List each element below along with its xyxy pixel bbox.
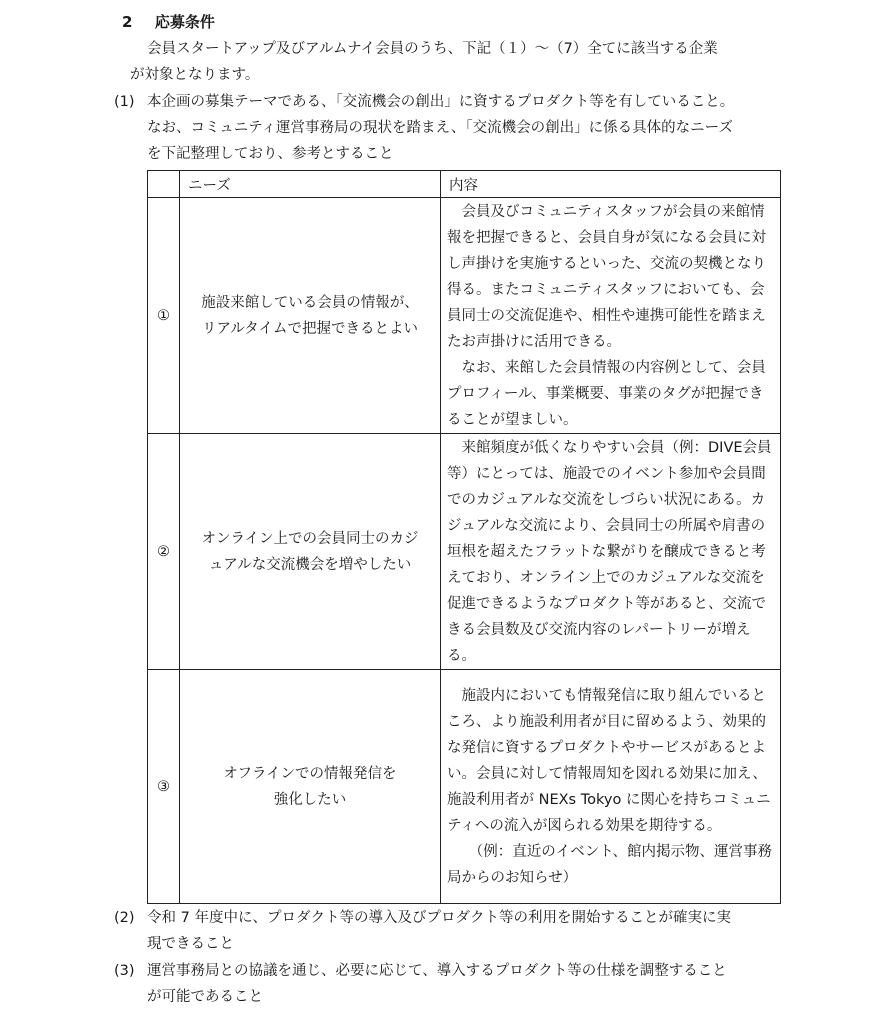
- row-number: ③: [148, 670, 180, 904]
- section-title: 応募条件: [154, 13, 215, 31]
- content-cell: [441, 434, 781, 670]
- content-paragraph: なお、来館した会員情報の内容例として、会員プロフィール、事業概要、事業のタグが把握できることが望ましい。: [447, 359, 766, 428]
- item2-marker: (2): [114, 910, 135, 926]
- table-row: [148, 670, 781, 904]
- item1-line1: 本企画の募集テーマである、「交流機会の創出」に資するプロダクト等を有していること。: [147, 94, 735, 110]
- item3-line2: が可能であること: [147, 989, 263, 1005]
- header-num: [148, 171, 180, 198]
- header-needs: ニーズ: [180, 171, 441, 198]
- header-content: 内容: [441, 171, 781, 198]
- content-paragraph: 来館頻度が低くなりやすい会員（例：DIVE会員等）にとっては、施設でのイベント参加や会員間でのカジュアルな交流をしづらい状況にある。カジュアルな交流により、会員同士の所属や肩書の垣根を超えたフラットな繋がりを醸成できると考えており、オンライン上でのカジュアルな交流を促進できるようなプロダクト等があると、交流できる会員数及び交流内容のレパートリーが増える。: [447, 439, 772, 664]
- table-header-row: [148, 171, 781, 198]
- row-number: ②: [148, 434, 180, 670]
- item2-line1: 令和 7 年度中に、プロダクト等の導入及びプロダクト等の利用を開始することが確実に実: [147, 910, 731, 926]
- content-paragraph: 会員及びコミュニティスタッフが会員の来館情報を把握できると、会員自身が気になる会員に対し声掛けを実施するといった、交流の契機となり得る。またコミュニティスタッフにおいても、会員同士の交流促進や、相性や連携可能性を踏まえたお声掛けに活用できる。: [447, 203, 766, 350]
- intro-text-line2: が対象となります。: [130, 67, 260, 83]
- need-text-line1: 施設来館している会員の情報が、: [201, 294, 419, 311]
- need-text-line1: オフラインでの情報発信を: [223, 765, 397, 782]
- section-heading: [122, 9, 215, 35]
- table-row: [148, 198, 781, 434]
- section-number: 2: [122, 13, 133, 31]
- item3-line1: 運営事務局との協議を通じ、必要に応じて、導入するプロダクト等の仕様を調整すること: [147, 963, 727, 979]
- content-paragraph: （例：直近のイベント、館内掲示物、運営事務局からのお知らせ）: [447, 843, 772, 886]
- row-number: ①: [148, 198, 180, 434]
- item1-line3: を下記整理しており、参考とすること: [147, 146, 394, 162]
- need-cell: [180, 670, 441, 904]
- item1-line2: なお、コミュニティ運営事務局の現状を踏まえ、「交流機会の創出」に係る具体的なニーズ: [147, 120, 733, 136]
- intro-text-line1: 会員スタートアップ及びアルムナイ会員のうち、下記（１）～（7）全てに該当する企業: [147, 41, 718, 57]
- need-text-line2: ュアルな交流機会を増やしたい: [208, 556, 412, 573]
- content-cell: [441, 670, 781, 904]
- table-row: [148, 434, 781, 670]
- need-text-line2: リアルタイムで把握できるとよい: [201, 320, 419, 337]
- item1-marker: (1): [114, 94, 135, 110]
- item3-marker: (3): [114, 963, 135, 979]
- needs-table: [147, 170, 781, 904]
- content-paragraph: 施設内においても情報発信に取り組んでいるところ、より施設利用者が目に留めるよう、効果的な発信に資するプロダクトやサービスがあるとよい。会員に対して情報周知を図れる効果に加え、施設利用者が NEXs Tokyo に関心を持ちコミュニティへの流入が図られる効果を期待する。: [447, 687, 771, 834]
- need-cell: [180, 434, 441, 670]
- item2-line2: 現できること: [147, 936, 234, 952]
- need-text-line1: オンライン上での会員同士のカジ: [201, 530, 419, 547]
- need-cell: [180, 198, 441, 434]
- content-cell: [441, 198, 781, 434]
- need-text-line2: 強化したい: [273, 791, 347, 808]
